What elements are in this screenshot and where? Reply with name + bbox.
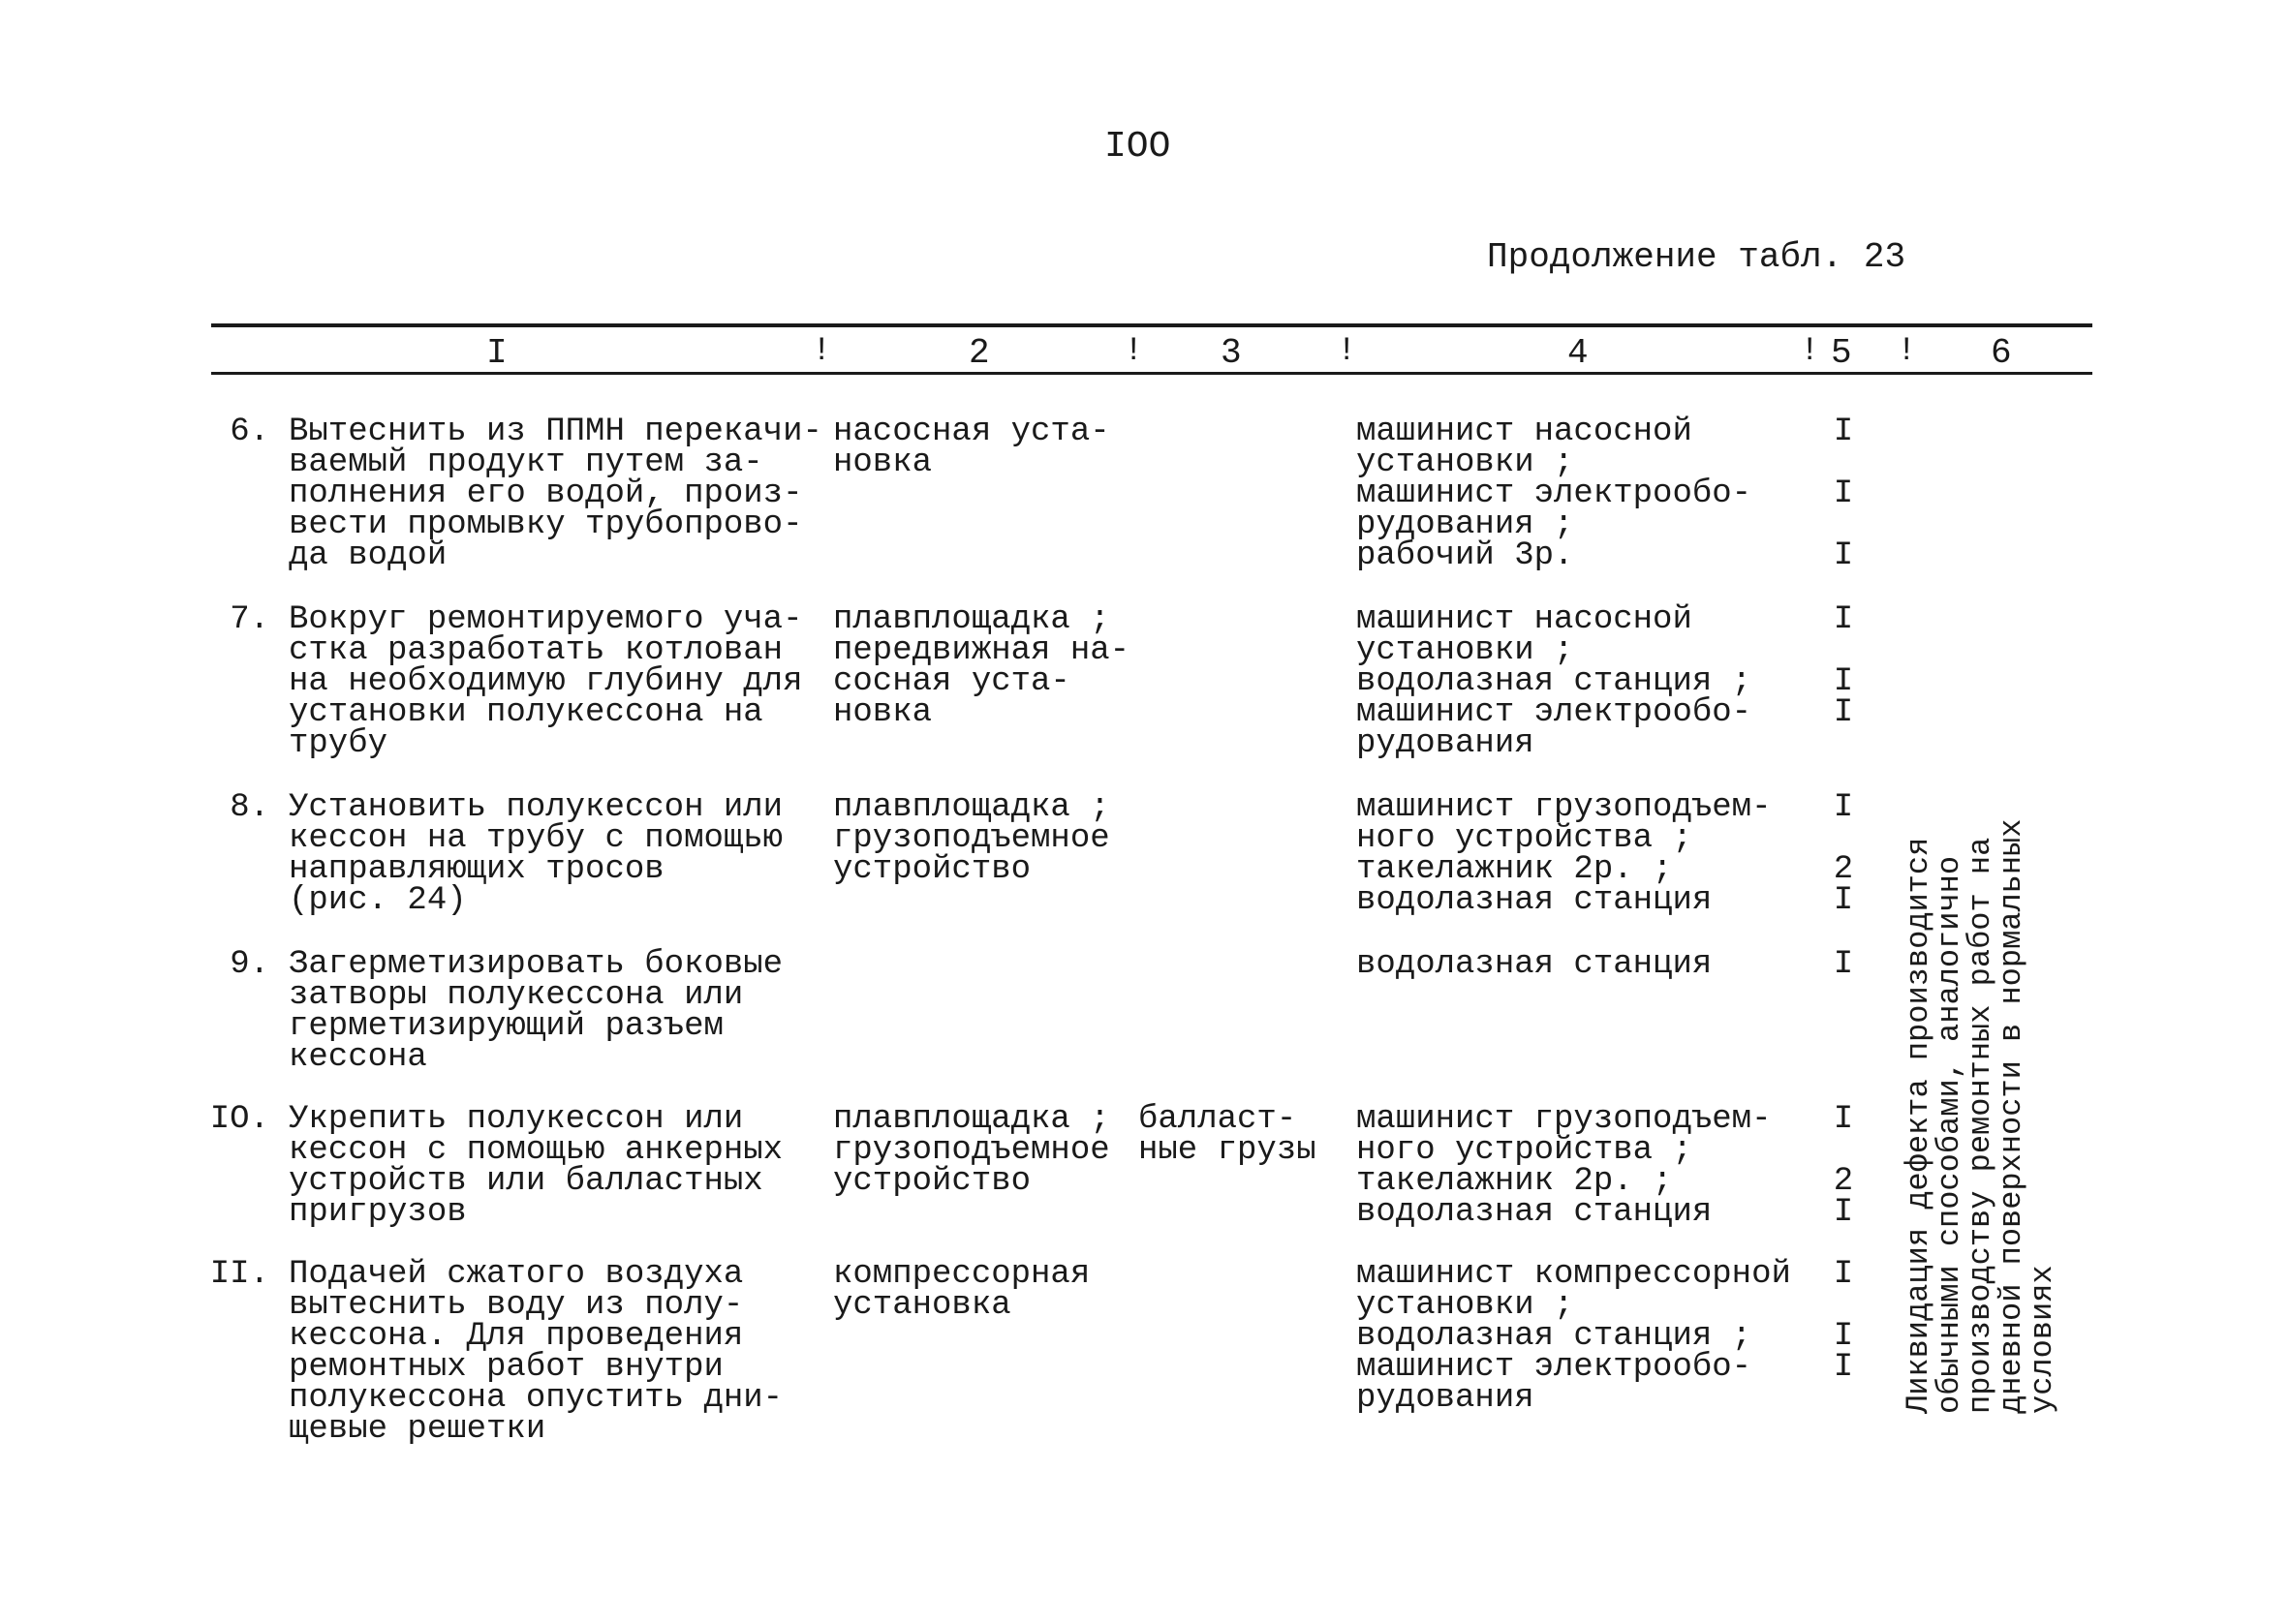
row-number: IO. [209, 1101, 269, 1138]
quantity-cell: I [1833, 1349, 1854, 1386]
header-separator: ! [1897, 333, 1917, 370]
quantity-cell: I [1833, 1256, 1854, 1293]
quantity-cell: 2 [1833, 1163, 1854, 1200]
row-number: 8. [230, 789, 269, 826]
personnel-cell: машинист компрессорной установки ; водолазная станция ; машинист электрообо- рудования [1356, 1256, 1791, 1417]
equipment-cell: плавплощадка ; грузоподъемное устройство [833, 789, 1110, 888]
quantity-cell: I [1833, 946, 1854, 983]
quantity-cell: I [1833, 475, 1854, 512]
row-number: 6. [230, 414, 269, 450]
equipment-cell: плавплощадка ; грузоподъемное устройство [833, 1101, 1110, 1200]
personnel-cell: машинист насосной установки ; машинист электрообо- рудования ; рабочий 3р. [1356, 414, 1752, 574]
quantity-cell: I [1833, 663, 1854, 700]
operation-cell: Вытеснить из ППМН перекачи- ваемый продукт путем за- полнения его водой, произ- вести промывку трубопрово- да водой [289, 414, 822, 574]
header-col-1: I [486, 333, 508, 373]
operation-cell: Укрепить полукессон или кессон с помощью анкерных устройств или балластных пригрузов [289, 1101, 784, 1231]
materials-cell: балласт- ные грузы [1138, 1101, 1316, 1169]
header-separator: ! [1800, 333, 1820, 370]
quantity-cell: 2 [1833, 851, 1854, 888]
personnel-cell: водолазная станция [1356, 946, 1713, 983]
table-top-rule [211, 323, 2092, 327]
header-separator: ! [1124, 333, 1144, 370]
quantity-cell: I [1833, 601, 1854, 638]
operation-cell: Вокруг ремонтируемого уча- стка разработать котлован на необходимую глубину для установки полукессона на трубу [289, 601, 803, 762]
operation-cell: Подачей сжатого воздуха вытеснить воду из полу- кессона. Для проведения ремонтных работ внутри полукессона опустить дни- щевые решетки [289, 1256, 784, 1448]
header-separator: ! [1337, 333, 1357, 370]
equipment-cell: плавплощадка ; передвижная на- сосная уста- новка [833, 601, 1130, 731]
header-col-5: 5 [1831, 333, 1852, 373]
page-number: IOO [1104, 126, 1171, 168]
quantity-cell: I [1833, 694, 1854, 731]
quantity-cell: I [1833, 882, 1854, 919]
row-number: 9. [230, 946, 269, 983]
row-number: 7. [230, 601, 269, 638]
personnel-cell: машинист грузоподъем- ного устройства ; такелажник 2р. ; водолазная станция [1356, 789, 1772, 919]
quantity-cell: I [1833, 537, 1854, 574]
quantity-cell: I [1833, 414, 1854, 450]
quantity-cell: I [1833, 1194, 1854, 1231]
header-col-4: 4 [1567, 333, 1589, 373]
personnel-cell: машинист насосной установки ; водолазная станция ; машинист электрообо- рудования [1356, 601, 1752, 762]
quantity-cell: I [1833, 1318, 1854, 1355]
equipment-cell: насосная уста- новка [833, 414, 1110, 481]
operation-cell: Установить полукессон или кессон на трубу с помощью направляющих тросов (рис. 24) [289, 789, 784, 919]
quantity-cell: I [1833, 789, 1854, 826]
column-6-note: Ликвидация дефекта производится обычными способами, аналогично производству ремонтных работ на дневной поверхности в нормальных условиях [1901, 818, 2060, 1414]
row-number: II. [209, 1256, 269, 1293]
table-continuation-label: Продолжение табл. 23 [1487, 237, 1906, 277]
header-col-6: 6 [1991, 333, 2012, 373]
header-col-3: 3 [1221, 333, 1242, 373]
quantity-cell: I [1833, 1101, 1854, 1138]
header-col-2: 2 [969, 333, 990, 373]
personnel-cell: машинист грузоподъем- ного устройства ; такелажник 2р. ; водолазная станция [1356, 1101, 1772, 1231]
header-separator: ! [812, 333, 832, 370]
operation-cell: Загерметизировать боковые затворы полукессона или герметизирующий разъем кессона [289, 946, 784, 1076]
equipment-cell: компрессорная установка [833, 1256, 1091, 1324]
